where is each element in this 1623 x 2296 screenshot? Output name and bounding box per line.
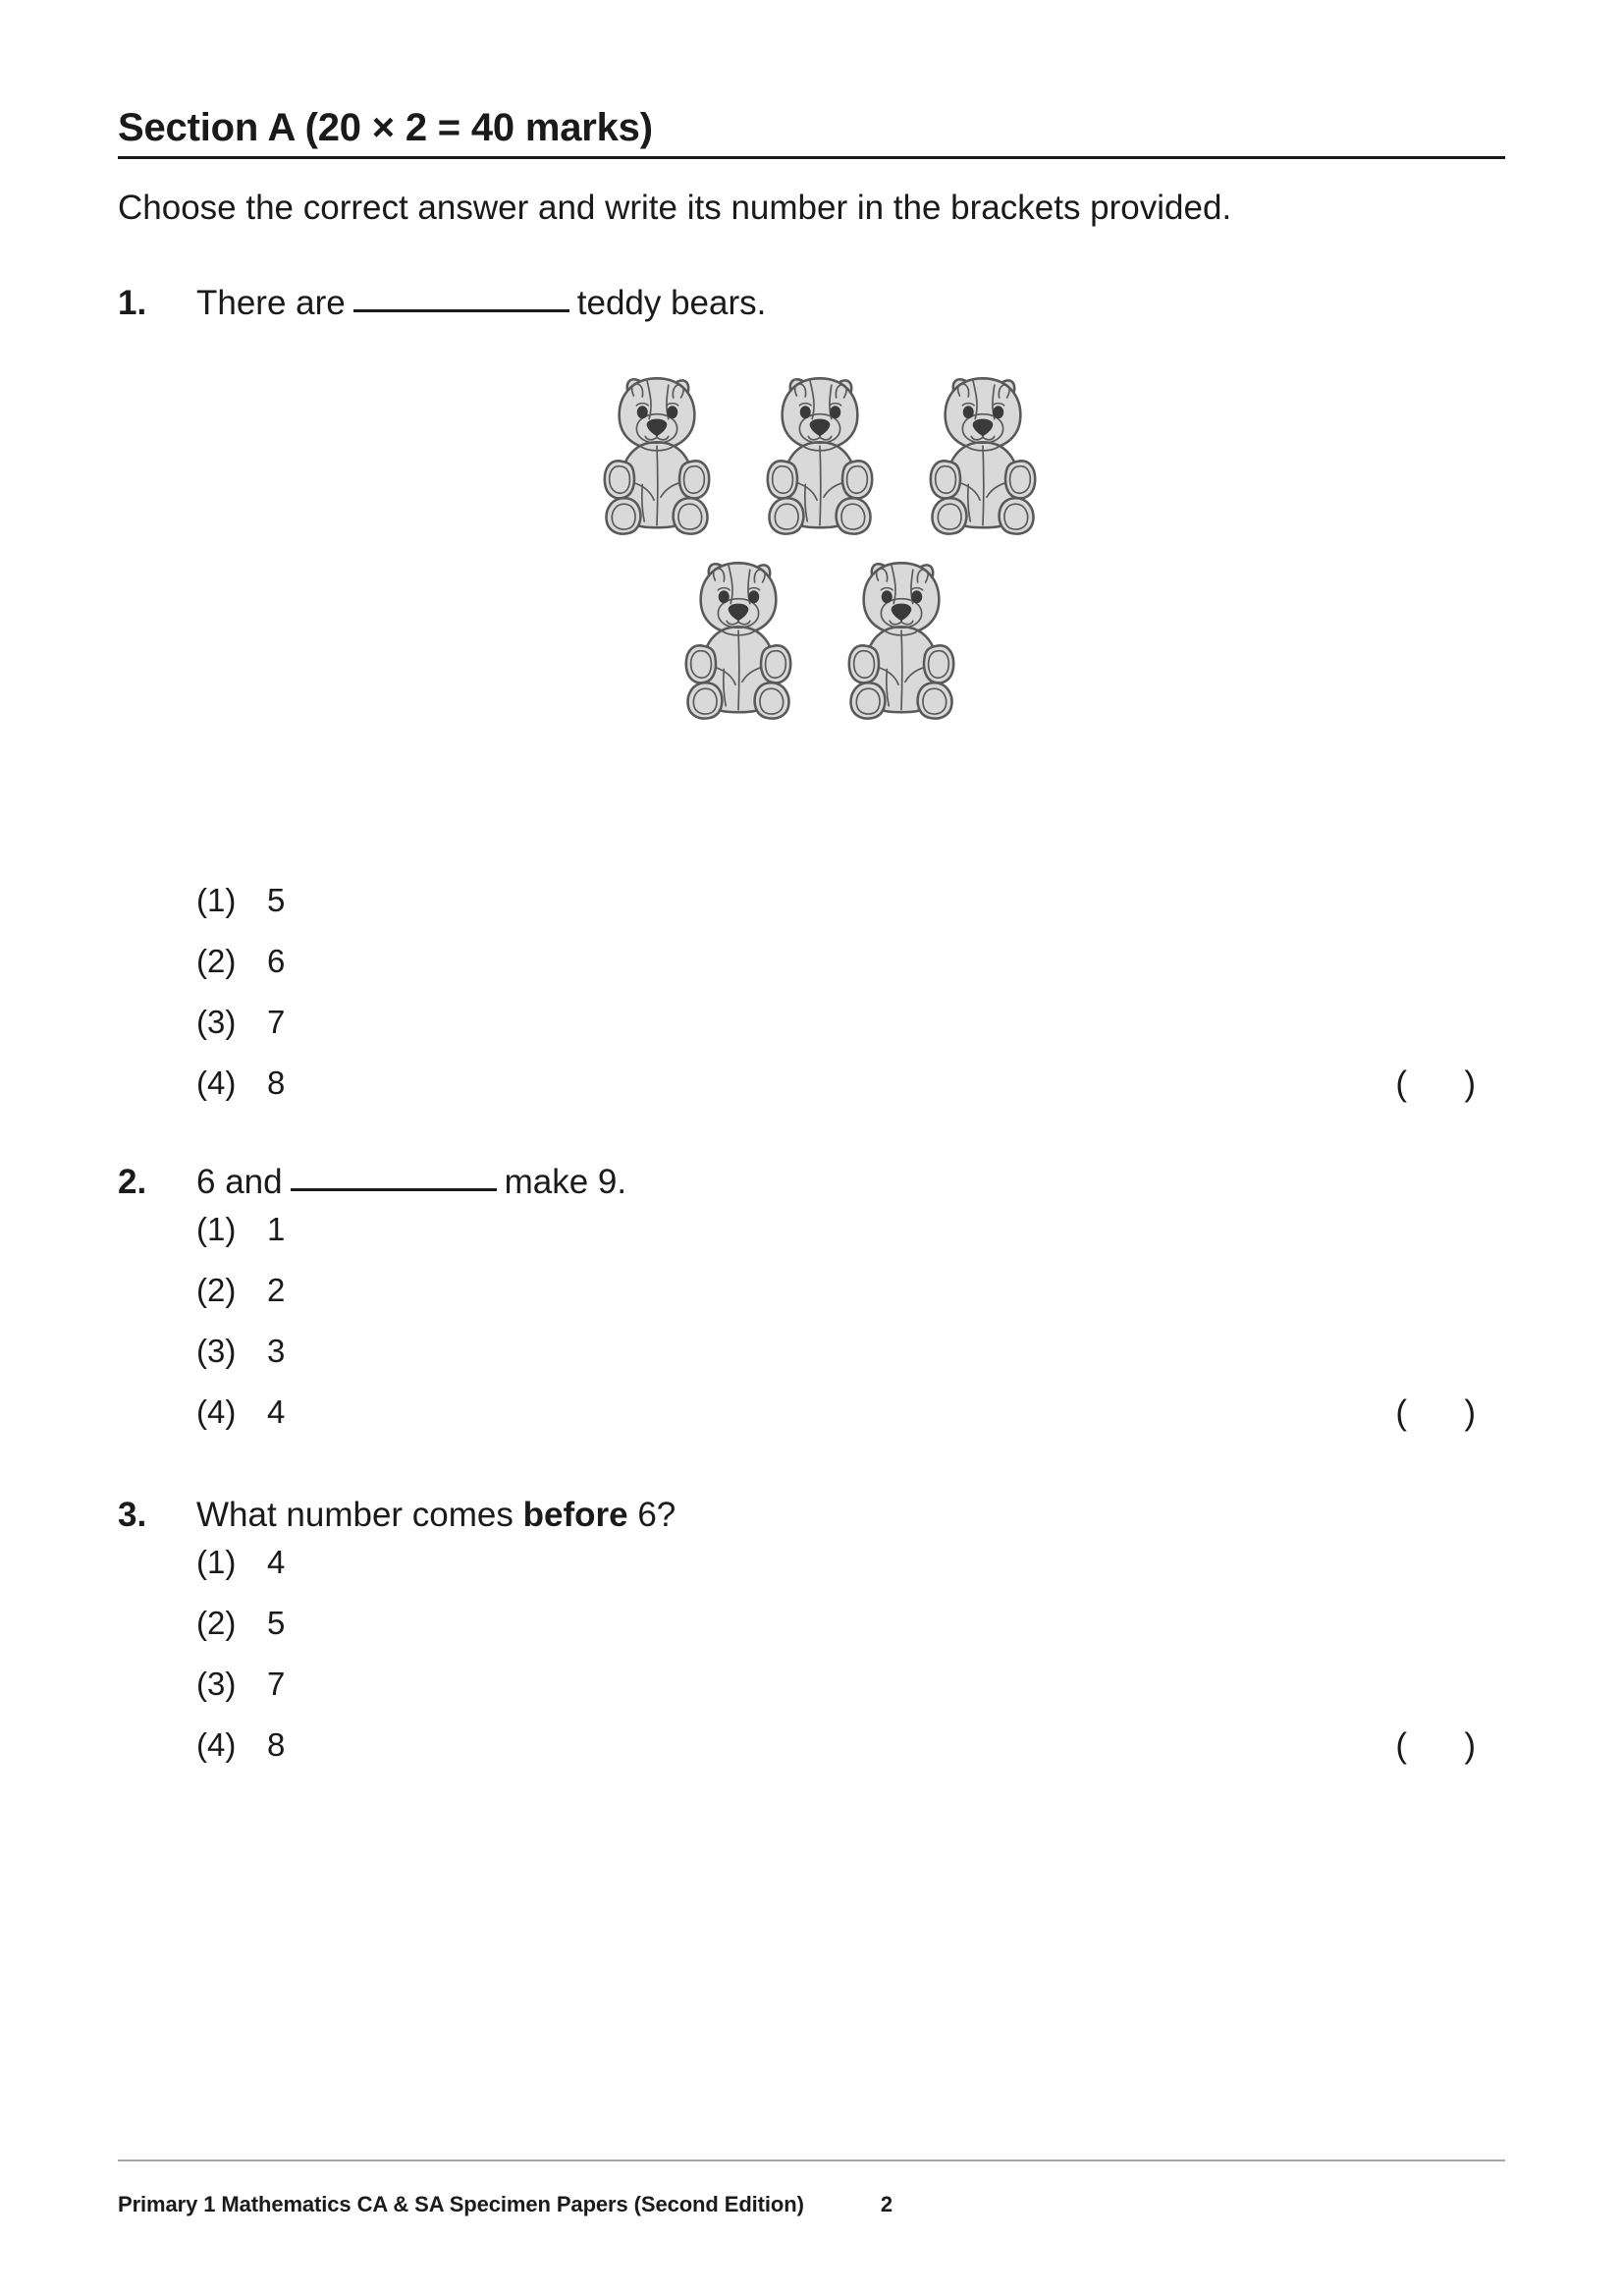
option-value: 7 (267, 1666, 286, 1702)
question-2-option-3[interactable] (196, 1332, 1505, 1395)
question-2-text (196, 1159, 626, 1203)
question-1 (118, 280, 1505, 324)
question-2 (118, 1159, 1505, 1456)
question-2-blank (291, 1159, 497, 1191)
page-number: 2 (880, 2192, 893, 2216)
question-1-answer-bracket[interactable]: ( ) (1395, 1065, 1476, 1103)
instruction-text: Choose the correct answer and write its number in the brackets provided. (118, 189, 1232, 227)
question-3 (118, 1495, 1505, 1789)
question-2-options (118, 1210, 1505, 1456)
teddy-bear-icon (843, 553, 959, 726)
question-3-number: 3. (118, 1496, 147, 1534)
question-2-option-4[interactable] (196, 1395, 1505, 1456)
teddy-bear-icon (599, 368, 715, 541)
teddy-bear-row-2 (118, 553, 1505, 726)
option-key: (3) (196, 1332, 237, 1369)
question-3-option-2[interactable] (196, 1607, 1505, 1667)
question-3-text (196, 1495, 676, 1536)
option-key: (1) (196, 1544, 237, 1580)
question-3-text-before: What number comes (196, 1496, 523, 1534)
question-1-text-before: There are (196, 283, 346, 322)
question-1-blank (353, 280, 569, 312)
teddy-bear-icon (762, 368, 878, 541)
footer-divider (118, 2159, 1505, 2161)
teddy-bear-icon (925, 368, 1041, 541)
option-key: (4) (196, 1065, 237, 1101)
question-2-number: 2. (118, 1162, 147, 1201)
option-value: 7 (267, 1004, 286, 1040)
option-value: 4 (267, 1544, 286, 1580)
option-key: (4) (196, 1726, 237, 1763)
option-key: (1) (196, 882, 237, 918)
option-key: (4) (196, 1393, 237, 1430)
section-header (118, 106, 1505, 159)
option-value: 1 (267, 1210, 286, 1247)
question-2-option-1[interactable] (196, 1210, 1505, 1274)
question-1-option-1[interactable] (196, 884, 1505, 945)
question-3-text-after: 6? (627, 1496, 676, 1534)
question-2-text-before: 6 and (196, 1162, 283, 1201)
option-key: (2) (196, 1271, 237, 1308)
question-1-stem (118, 280, 1505, 324)
question-3-option-1[interactable] (196, 1546, 1505, 1607)
footer-title: Primary 1 Mathematics CA & SA Specimen Papers (Second Edition) (118, 2192, 804, 2216)
question-2-text-after: make 9. (504, 1162, 627, 1201)
teddy-bears-illustration (118, 368, 1505, 726)
option-value: 5 (267, 882, 286, 918)
teddy-bear-icon (680, 553, 796, 726)
question-1-number: 1. (118, 283, 147, 322)
option-value: 4 (267, 1393, 286, 1430)
option-key: (1) (196, 1210, 237, 1247)
teddy-bear-row-1 (118, 368, 1505, 541)
question-1-options (118, 884, 1505, 1127)
option-value: 8 (267, 1726, 286, 1763)
question-2-stem (118, 1159, 1505, 1203)
question-3-option-4[interactable] (196, 1728, 1505, 1789)
question-1-text-after: teddy bears. (576, 283, 767, 322)
option-key: (3) (196, 1004, 237, 1040)
question-1-options-block (118, 874, 1505, 1127)
question-1-option-4[interactable] (196, 1066, 1505, 1127)
page-footer (118, 2192, 1505, 2217)
option-value: 2 (267, 1271, 286, 1308)
option-value: 5 (267, 1605, 286, 1641)
option-value: 3 (267, 1332, 286, 1369)
question-1-text (196, 280, 766, 324)
question-3-option-3[interactable] (196, 1667, 1505, 1728)
question-3-stem (118, 1495, 1505, 1536)
question-3-answer-bracket[interactable]: ( ) (1395, 1726, 1476, 1765)
question-2-option-2[interactable] (196, 1271, 1505, 1335)
question-1-option-3[interactable] (196, 1006, 1505, 1066)
option-value: 6 (267, 943, 286, 979)
section-title: Section A (20 × 2 = 40 marks) (118, 106, 653, 149)
option-value: 8 (267, 1065, 286, 1101)
question-1-option-2[interactable] (196, 945, 1505, 1006)
option-key: (3) (196, 1666, 237, 1702)
question-2-answer-bracket[interactable]: ( ) (1395, 1393, 1476, 1432)
option-key: (2) (196, 943, 237, 979)
section-title-underline (118, 156, 1505, 159)
option-key: (2) (196, 1605, 237, 1641)
question-3-emphasis: before (522, 1496, 628, 1534)
question-3-options (118, 1546, 1505, 1789)
